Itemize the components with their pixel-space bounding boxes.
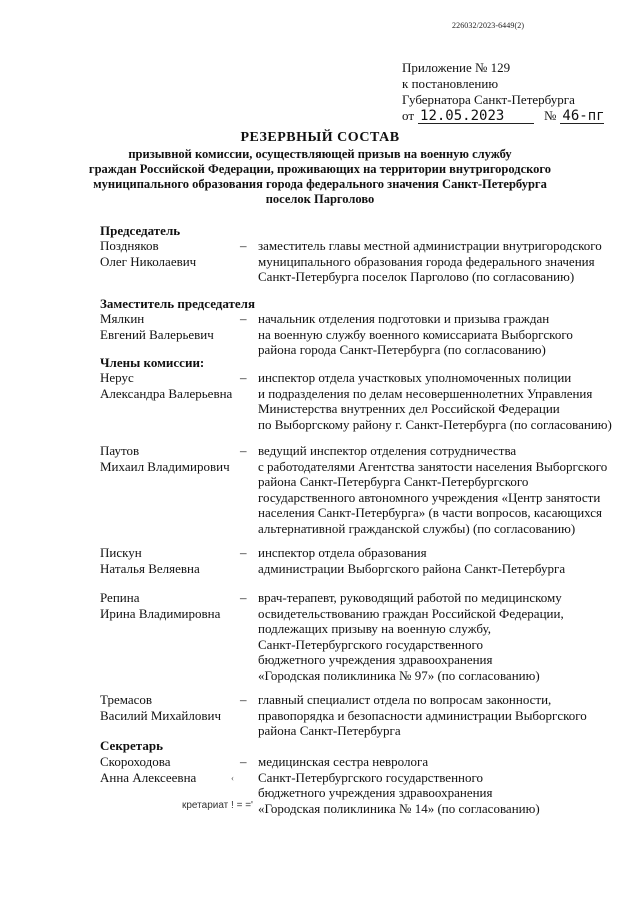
member-surname: Поздняков xyxy=(100,238,159,253)
position-line: Министерства внутренних дел Российской Федерации xyxy=(258,401,560,416)
position-line: Санкт-Петербургского государственного xyxy=(258,636,483,652)
position-line: правопорядка и безопасности администрации Выборгского xyxy=(258,707,587,723)
position-line: района Санкт-Петербурга Санкт-Петербургского xyxy=(258,474,529,489)
subtitle-line: призывной комиссии, осуществляющей призыв на военную службу xyxy=(128,147,512,161)
member-name xyxy=(100,443,240,474)
dash: – xyxy=(240,238,247,253)
dash: – xyxy=(240,692,247,707)
subtitle-line: граждан Российской Федерации, проживающих на территории внутригородского xyxy=(88,162,552,176)
member-given-name: Анна Алексеевна xyxy=(100,769,197,785)
member-given-name: Наталья Веляевна xyxy=(100,560,200,576)
document-code: 226032/2023-6449(2) xyxy=(452,21,525,30)
appendix-date-row xyxy=(402,108,622,124)
position-line: бюджетного учреждения здравоохранения xyxy=(258,785,493,800)
member-name xyxy=(100,590,240,621)
member-surname: Пискун xyxy=(100,545,142,560)
position-line: освидетельствованию граждан Российской Федерации, xyxy=(258,605,564,621)
member-surname: Скороходова xyxy=(100,754,171,769)
member-given-name: Ирина Владимировна xyxy=(100,605,221,621)
member-position xyxy=(258,692,620,739)
member-position xyxy=(258,311,620,358)
member-name xyxy=(100,238,240,269)
member-position xyxy=(258,590,620,683)
member-surname: Мялкин xyxy=(100,311,145,326)
position-line: медицинская сестра невролога xyxy=(258,754,429,769)
section-deputy: Заместитель председателя xyxy=(100,296,256,311)
member-position xyxy=(258,754,620,816)
member-position xyxy=(258,443,620,536)
dash: – xyxy=(240,754,247,769)
position-line: и подразделения по делам несовершеннолетних Управления xyxy=(258,385,593,401)
scan-mark: ‹ xyxy=(231,773,234,783)
position-line: заместитель главы местной администрации внутригородского xyxy=(258,238,602,253)
document-title: РЕЗЕРВНЫЙ СОСТАВ xyxy=(240,130,400,145)
date-prefix: от xyxy=(402,108,415,123)
number-value: 46-пг xyxy=(562,108,605,124)
position-line: населения Санкт-Петербурга» (в части вопросов, касающихся xyxy=(258,505,603,520)
section-members: Члены комиссии: xyxy=(100,355,205,370)
position-line: инспектор отдела образования xyxy=(258,545,427,560)
dash: – xyxy=(240,590,247,605)
member-given-name: Василий Михайлович xyxy=(100,707,222,723)
position-line: на военную службу военного комиссариата Выборгского xyxy=(258,326,573,342)
position-line: с работодателями Агентства занятости населения Выборгского xyxy=(258,458,608,474)
section-chairman: Председатель xyxy=(100,223,181,238)
position-line: ведущий инспектор отделения сотрудничества xyxy=(258,443,517,458)
appendix-line-2: к постановлению xyxy=(402,76,499,91)
position-line: района Санкт-Петербурга xyxy=(258,723,401,738)
position-line: Санкт-Петербургского государственного xyxy=(258,769,483,785)
position-line: врач-терапевт, руководящий работой по медицинскому xyxy=(258,590,562,605)
position-line: района города Санкт-Петербурга (по согласованию) xyxy=(258,342,546,357)
member-name xyxy=(100,692,240,723)
subtitle-line: муниципального образования города федерального значения Санкт-Петербурга xyxy=(93,177,547,191)
member-given-name: Евгений Валерьевич xyxy=(100,326,214,342)
position-line: Санкт-Петербурга поселок Парголово (по согласованию) xyxy=(258,269,575,284)
document-subtitle xyxy=(60,147,580,207)
member-surname: Паутов xyxy=(100,443,140,458)
position-line: государственного автономного учреждения «Центр занятости xyxy=(258,489,601,505)
appendix-line-3: Губернатора Санкт-Петербурга xyxy=(402,92,575,107)
appendix-block xyxy=(402,60,622,124)
stamp-text: кретариат ! = =' xyxy=(182,800,253,811)
dash: – xyxy=(240,545,247,560)
member-name xyxy=(100,311,240,342)
dash: – xyxy=(240,443,247,458)
position-line: «Городская поликлиника № 14» (по согласованию) xyxy=(258,800,540,816)
member-name xyxy=(100,545,240,576)
member-name xyxy=(100,370,240,401)
position-line: подлежащих призыву на военную службу, xyxy=(258,621,491,636)
member-name xyxy=(100,754,240,785)
member-position xyxy=(258,370,620,432)
position-line: администрации Выборгского района Санкт-Петербурга xyxy=(258,560,566,576)
position-line: инспектор отдела участковых уполномоченных полиции xyxy=(258,370,572,385)
dash: – xyxy=(240,370,247,385)
member-surname: Тремасов xyxy=(100,692,153,707)
position-line: муниципального образования города федерального значения xyxy=(258,253,595,269)
position-line: по Выборгскому району г. Санкт-Петербурга (по согласованию) xyxy=(258,416,612,432)
date-value: 12.05.2023 xyxy=(418,109,534,124)
member-given-name: Александра Валерьевна xyxy=(100,385,233,401)
member-position xyxy=(258,545,620,576)
position-line: альтернативной гражданской службы) (по согласованию) xyxy=(258,520,576,536)
member-given-name: Михаил Владимирович xyxy=(100,458,230,474)
member-position xyxy=(258,238,620,285)
subtitle-line: поселок Парголово xyxy=(265,192,375,206)
member-surname: Репина xyxy=(100,590,140,605)
position-line: «Городская поликлиника № 97» (по согласованию) xyxy=(258,667,540,683)
position-line: начальник отделения подготовки и призыва граждан xyxy=(258,311,550,326)
number-prefix: № xyxy=(544,108,557,123)
position-line: главный специалист отдела по вопросам законности, xyxy=(258,692,552,707)
appendix-line-1: Приложение № 129 xyxy=(402,60,511,75)
position-line: бюджетного учреждения здравоохранения xyxy=(258,652,493,667)
member-surname: Нерус xyxy=(100,370,134,385)
dash: – xyxy=(240,311,247,326)
section-secretary: Секретарь xyxy=(100,738,163,753)
member-given-name: Олег Николаевич xyxy=(100,253,197,269)
